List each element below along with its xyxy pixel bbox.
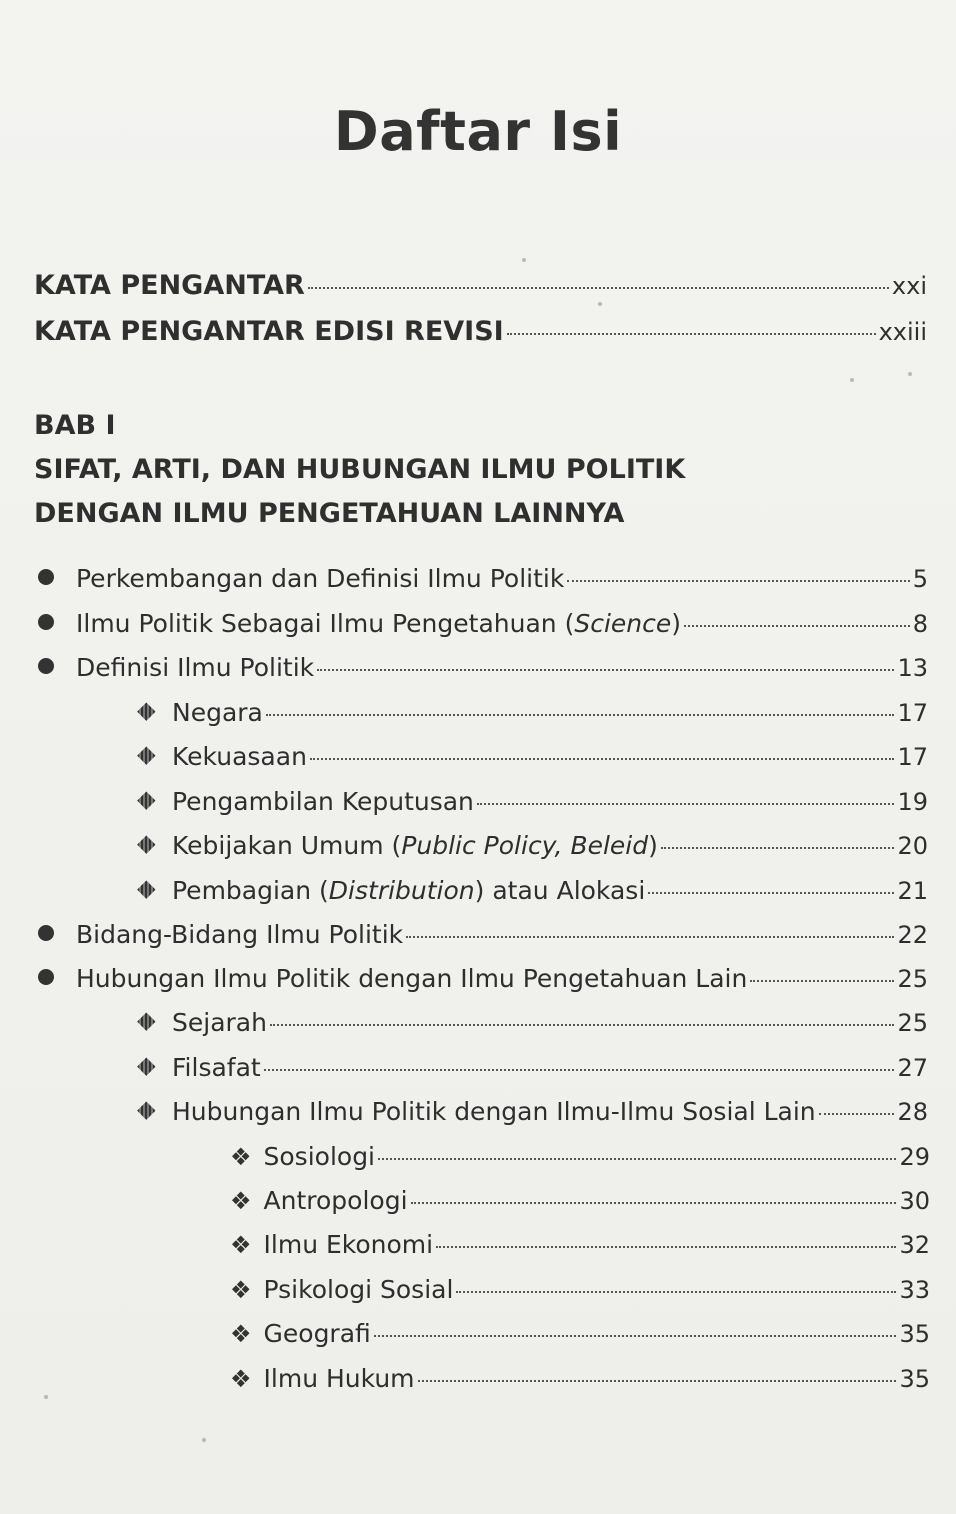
toc-entry[interactable] xyxy=(135,876,928,905)
toc-entry[interactable] xyxy=(38,564,928,593)
toc-page-number: 25 xyxy=(897,1009,928,1037)
dot-leader xyxy=(819,1113,895,1115)
toc-entry-text: Ilmu Hukum xyxy=(263,1364,415,1393)
toc-entry[interactable] xyxy=(135,787,928,816)
toc-page-number: 29 xyxy=(899,1143,930,1171)
dot-leader xyxy=(308,287,889,289)
toc-entry[interactable] xyxy=(230,1319,930,1348)
four-diamond-bullet-icon: ❖ xyxy=(230,1187,252,1215)
dot-leader xyxy=(507,333,876,335)
toc-entry[interactable] xyxy=(135,1097,928,1126)
dot-leader xyxy=(436,1246,896,1248)
diamond-bullet-icon xyxy=(137,791,155,809)
toc-entry-part: Perkembangan dan Definisi Ilmu Politik xyxy=(76,564,565,593)
dot-leader xyxy=(270,1024,894,1026)
toc-entry-text xyxy=(76,564,564,593)
four-diamond-bullet-icon: ❖ xyxy=(230,1320,252,1348)
diamond-bullet-icon xyxy=(137,1012,155,1030)
dot-leader xyxy=(661,847,895,849)
toc-entry-text: Ilmu Politik Sebagai Ilmu Pengetahuan (Science) xyxy=(76,609,682,638)
toc-entry-text: Sejarah xyxy=(172,1008,267,1037)
toc-entry-text: Hubungan Ilmu Politik dengan Ilmu Pengetahuan Lain xyxy=(76,964,748,993)
dot-leader xyxy=(374,1335,897,1337)
dot-leader xyxy=(456,1291,896,1293)
toc-page-number: 32 xyxy=(899,1231,930,1259)
paper-speck xyxy=(908,372,912,376)
toc-page-number: 17 xyxy=(897,699,928,727)
dot-leader xyxy=(750,980,894,982)
bullet-icon xyxy=(38,658,54,674)
toc-entry[interactable] xyxy=(38,653,928,682)
toc-page-number: 25 xyxy=(897,965,928,993)
four-diamond-bullet-icon: ❖ xyxy=(230,1143,252,1171)
toc-page-number: 35 xyxy=(899,1365,930,1393)
paper-speck xyxy=(598,302,602,306)
bullet-icon xyxy=(38,614,54,630)
toc-entry[interactable] xyxy=(135,1053,928,1082)
paper-speck xyxy=(44,1395,48,1399)
toc-entry-text: Sosiologi xyxy=(263,1142,376,1171)
toc-page-number: 5 xyxy=(912,565,928,593)
four-diamond-bullet-icon: ❖ xyxy=(230,1231,252,1259)
chapter-title-line2: DENGAN ILMU PENGETAHUAN LAINNYA xyxy=(34,498,625,529)
toc-entry[interactable] xyxy=(135,698,928,727)
toc-page-number: 8 xyxy=(912,610,928,638)
toc-entry-text: Geografi xyxy=(263,1319,371,1348)
toc-page-number: 27 xyxy=(897,1054,928,1082)
toc-entry[interactable] xyxy=(230,1142,930,1171)
toc-entry-text: Antropologi xyxy=(263,1186,408,1215)
toc-entry-text: Bidang-Bidang Ilmu Politik xyxy=(76,920,404,949)
dot-leader xyxy=(411,1202,897,1204)
dot-leader xyxy=(378,1158,896,1160)
toc-entry[interactable] xyxy=(38,920,928,949)
toc-label: KATA PENGANTAR xyxy=(34,270,305,301)
toc-entry-text: Definisi Ilmu Politik xyxy=(76,653,315,682)
toc-entry[interactable] xyxy=(230,1364,930,1393)
toc-entry-text: Psikologi Sosial xyxy=(263,1275,454,1304)
diamond-bullet-icon xyxy=(137,1101,155,1119)
toc-entry-text: Kebijakan Umum (Public Policy, Beleid) xyxy=(172,831,658,860)
dot-leader xyxy=(266,714,895,716)
diamond-bullet-icon xyxy=(137,880,155,898)
bullet-icon xyxy=(38,569,54,585)
dot-leader xyxy=(406,936,894,938)
paper-speck xyxy=(850,378,854,382)
toc-entry[interactable] xyxy=(135,831,928,860)
toc-entry-text: Kekuasaan xyxy=(172,742,307,771)
paper-speck xyxy=(522,258,526,262)
toc-page-number: 20 xyxy=(897,832,928,860)
four-diamond-bullet-icon: ❖ xyxy=(230,1365,252,1393)
toc-page-number: 30 xyxy=(899,1187,930,1215)
diamond-bullet-icon xyxy=(137,1057,155,1075)
bullet-icon xyxy=(38,969,54,985)
dot-leader xyxy=(648,892,894,894)
toc-entry-text: Hubungan Ilmu Politik dengan Ilmu-Ilmu Sosial Lain xyxy=(172,1097,816,1126)
toc-entry[interactable] xyxy=(38,964,928,993)
toc-page-number: xxi xyxy=(891,272,927,300)
dot-leader xyxy=(264,1069,895,1071)
diamond-bullet-icon xyxy=(137,835,155,853)
toc-entry[interactable] xyxy=(38,609,928,638)
toc-entry[interactable] xyxy=(135,742,928,771)
bullet-icon xyxy=(38,925,54,941)
dot-leader xyxy=(317,669,894,671)
toc-page-number: 35 xyxy=(899,1320,930,1348)
toc-entry-text: Negara xyxy=(172,698,263,727)
dot-leader xyxy=(477,803,895,805)
toc-entry[interactable] xyxy=(230,1275,930,1304)
toc-page-number: 33 xyxy=(899,1276,930,1304)
toc-entry-text: Ilmu Ekonomi xyxy=(263,1230,434,1259)
dot-leader xyxy=(418,1380,897,1382)
toc-entry[interactable] xyxy=(230,1186,930,1215)
toc-entry-text: Pembagian (Distribution) atau Alokasi xyxy=(172,876,646,905)
paper-speck xyxy=(202,1438,206,1442)
chapter-title-line1: SIFAT, ARTI, DAN HUBUNGAN ILMU POLITIK xyxy=(34,454,686,485)
toc-entry[interactable] xyxy=(135,1008,928,1037)
diamond-bullet-icon xyxy=(137,746,155,764)
toc-page-number: 22 xyxy=(897,921,928,949)
toc-entry[interactable] xyxy=(230,1230,930,1259)
dot-leader xyxy=(567,580,909,582)
diamond-bullet-icon xyxy=(137,702,155,720)
dot-leader xyxy=(684,625,910,627)
dot-leader xyxy=(310,758,895,760)
toc-label: KATA PENGANTAR EDISI REVISI xyxy=(34,316,504,347)
four-diamond-bullet-icon: ❖ xyxy=(230,1276,252,1304)
toc-front-kata-pengantar[interactable] xyxy=(34,270,927,301)
toc-entry-text: Filsafat xyxy=(172,1053,261,1082)
toc-front-kata-pengantar-edisi-revisi[interactable] xyxy=(34,316,927,347)
toc-page-number: 13 xyxy=(897,654,928,682)
toc-entry-text: Pengambilan Keputusan xyxy=(172,787,474,816)
toc-page-number: 19 xyxy=(897,788,928,816)
toc-page-number: 17 xyxy=(897,743,928,771)
page-title: Daftar Isi xyxy=(333,100,623,163)
chapter-number: BAB I xyxy=(34,410,116,441)
toc-page-number: xxiii xyxy=(878,318,927,346)
toc-page-number: 21 xyxy=(897,877,928,905)
toc-page-number: 28 xyxy=(897,1098,928,1126)
